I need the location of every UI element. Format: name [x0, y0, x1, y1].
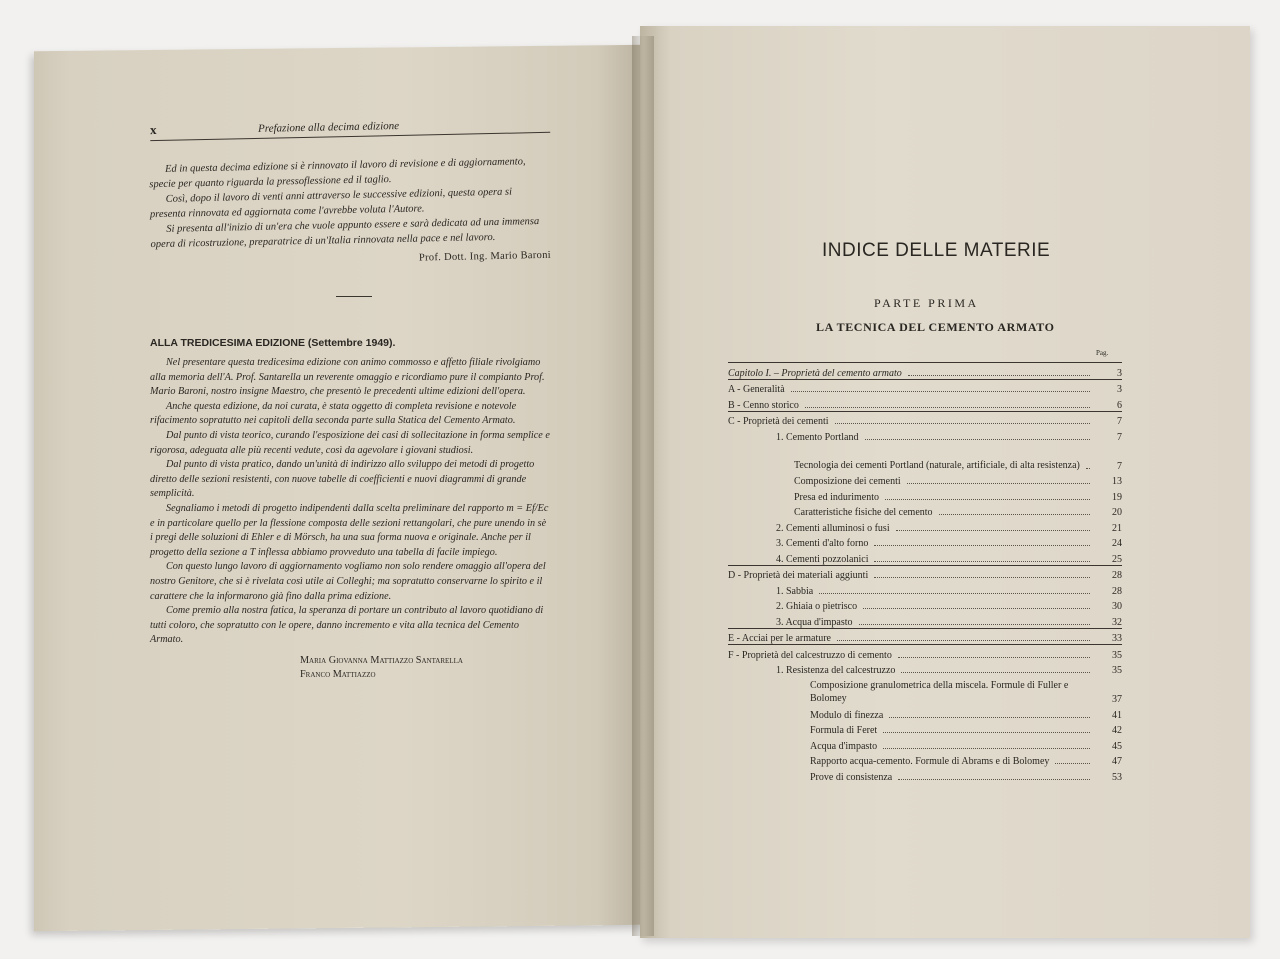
- toc-leader-dots: [819, 593, 1090, 594]
- table-of-contents: [728, 362, 1122, 783]
- toc-leader-dots: [837, 640, 1090, 641]
- toc-entry-title: Tecnologia dei cementi Portland (naturale, artificiale, di alta resistenza): [794, 459, 1080, 471]
- toc-entry-title: Presa ed indurimento: [794, 491, 879, 503]
- author-name: Maria Giovanna Mattiazzo Santarella: [300, 654, 463, 666]
- toc-entry: [728, 487, 1122, 503]
- toc-entry-title: C - Proprietà dei cementi: [728, 416, 829, 427]
- book-gutter: [632, 36, 654, 936]
- intro-text: [149, 154, 551, 271]
- toc-page-number: 45: [1112, 740, 1122, 752]
- section-divider: [336, 296, 372, 297]
- toc-leader-dots: [907, 483, 1090, 484]
- toc-leader-dots: [939, 514, 1090, 515]
- toc-page-number: 3: [1117, 384, 1122, 395]
- toc-page-number: 30: [1112, 601, 1122, 612]
- toc-entry-title: Acqua d'impasto: [810, 740, 878, 752]
- toc-page-number: 35: [1112, 649, 1122, 661]
- toc-entry: [728, 395, 1122, 412]
- toc-leader-dots: [835, 423, 1090, 424]
- toc-entry: [728, 752, 1122, 768]
- toc-leader-dots: [896, 530, 1090, 531]
- toc-leader-dots: [1055, 763, 1090, 764]
- toc-page-number: 19: [1112, 491, 1122, 503]
- section-paragraph: Dal punto di vista teorico, curando l'esposizione dei casi di sollecitazione in forma semplice e rigorosa, adeguata alle più recenti vedute, così da agevolare i giovani studiosi.: [150, 429, 550, 456]
- toc-entry-title: 3. Cementi d'alto forno: [776, 538, 869, 549]
- toc-entry-title: 2. Ghiaia o pietrisco: [776, 601, 858, 612]
- toc-leader-dots: [1086, 468, 1090, 469]
- toc-entry: [728, 661, 1122, 677]
- toc-entry-title: E - Acciai per le armature: [728, 633, 831, 644]
- toc-entry-title: 1. Sabbia: [776, 585, 814, 597]
- toc-entry-title: Caratteristiche fisiche del cemento: [794, 507, 933, 518]
- toc-leader-dots: [901, 672, 1090, 673]
- toc-page-number: 20: [1112, 507, 1122, 518]
- toc-entry-title: Prove di consistenza: [810, 771, 893, 783]
- toc-page-number: 13: [1112, 476, 1122, 487]
- toc-entry-title: 1. Cemento Portland: [776, 431, 859, 443]
- section-paragraph: Come premio alla nostra fatica, la speranza di portare un contributo al lavoro quotidiano di tutti coloro, che sopratutto con le opere, danno incremento e vita alla tecnica del Cemento Armato.: [150, 605, 544, 646]
- toc-page-number: 32: [1112, 616, 1122, 628]
- toc-page-number: 28: [1112, 570, 1122, 581]
- toc-leader-dots: [805, 407, 1090, 408]
- toc-page-number: 3: [1117, 367, 1122, 379]
- toc-page-number: 53: [1112, 771, 1122, 783]
- toc-entry-title: B - Cenno storico: [728, 399, 799, 411]
- toc-entry-title: Modulo di finezza: [810, 709, 884, 721]
- toc-leader-dots: [859, 624, 1090, 625]
- toc-entry: [728, 721, 1122, 737]
- toc-leader-dots: [874, 561, 1090, 562]
- toc-entry-title: 4. Cementi pozzolanici: [776, 553, 869, 565]
- part-heading: PARTE PRIMA: [874, 296, 979, 310]
- toc-entry: [728, 472, 1122, 488]
- toc-page-number: 7: [1117, 431, 1122, 443]
- toc-entry: [728, 566, 1122, 582]
- toc-entry: [728, 503, 1122, 519]
- toc-entry: [728, 612, 1122, 629]
- section-paragraph: Segnaliamo i metodi di progetto indipendenti dalla scelta preliminare del rapporto m = Ef/Ec e in particolare quello per la flessione composta delle sezioni rettangolari, che pure unendo in sè i pregi delle soluzioni di Ehler e di Mörsch, ha una sua forma nuova e originale. Anche per il progetto della sezione a T inflessa abbiamo provveduto una tabella di facile impiego.: [150, 502, 549, 558]
- intro-paragraph: Ed in questa decima edizione si è rinnovato il lavoro di revisione e di aggiornamento, specie per quanto riguarda la pressoflessione ed il taglio.: [149, 156, 526, 191]
- toc-entry: [728, 736, 1122, 752]
- toc-leader-dots: [863, 608, 1090, 609]
- toc-page-number: 25: [1112, 553, 1122, 565]
- page-number: x: [149, 122, 157, 138]
- section-paragraph: Nel presentare questa tredicesima edizione con animo commosso e affetto filiale rivolgiamo alla memoria dell'A. Prof. Santarella un reverente omaggio e ricordiamo pure il compianto Prof. Mario Baroni, nostro insigne Maestro, che presentò le precedenti ultime edizioni dell'opera.: [150, 357, 545, 398]
- toc-page-number: 7: [1117, 416, 1122, 427]
- toc-entry: [728, 362, 1122, 380]
- toc-leader-dots: [883, 732, 1090, 733]
- toc-entry: [728, 581, 1122, 597]
- toc-entry: [728, 597, 1122, 613]
- toc-page-number: 7: [1117, 460, 1122, 472]
- section-paragraph: Anche questa edizione, da noi curata, è stata oggetto di completa revisione e notevole rifacimento sopratutto nei capitoli della seconda parte sulla Statica del Cemento Armato.: [150, 400, 517, 427]
- toc-page-number: 42: [1112, 725, 1122, 736]
- toc-page-number: 28: [1112, 585, 1122, 597]
- toc-page-number: 6: [1117, 399, 1122, 411]
- toc-page-number: 24: [1112, 538, 1122, 549]
- toc-entry: [728, 767, 1122, 783]
- toc-entry: [728, 645, 1122, 661]
- section-paragraph: Con questo lungo lavoro di aggiornamento vogliamo non solo rendere omaggio all'opera del nostro Genitore, che si è rivelata così utile ai Colleghi; ma sopratutto conservarne lo spirito e il carattere che la informarono già fino dalla prima edizione.: [150, 561, 546, 602]
- toc-entry-title: Rapporto acqua-cemento. Formule di Abrams e di Bolomey: [810, 756, 1050, 767]
- toc-entry-title: Formula di Feret: [810, 725, 878, 736]
- toc-entry-title: 2. Cementi alluminosi o fusi: [776, 522, 890, 534]
- toc-entry-title: 3. Acqua d'impasto: [776, 616, 853, 628]
- intro-paragraph: Così, dopo il lavoro di venti anni attraverso le successive edizioni, questa opera si presenta rinnovata ed aggiornata come l'avrebbe voluta l'Autore.: [149, 186, 513, 221]
- toc-entry: [728, 629, 1122, 646]
- toc-page-number: 33: [1112, 633, 1122, 644]
- toc-entry: [728, 676, 1122, 705]
- toc-entry-title: 1. Resistenza del calcestruzzo: [776, 665, 896, 676]
- toc-page-number: 41: [1112, 709, 1122, 721]
- toc-entry: [728, 518, 1122, 534]
- toc-leader-dots: [898, 779, 1090, 780]
- toc-entry-title: Composizione granulometrica della miscela. Formule di Fuller e Bolomey: [810, 680, 1069, 704]
- running-head-title: Prefazione alla decima edizione: [257, 119, 400, 135]
- signature: Prof. Dott. Ing. Mario Baroni: [418, 249, 552, 264]
- toc-page-number: 37: [1112, 694, 1122, 705]
- toc-entry-title: Composizione dei cementi: [794, 476, 901, 487]
- toc-entry: [728, 380, 1122, 396]
- part-subtitle: LA TECNICA DEL CEMENTO ARMATO: [816, 320, 1055, 334]
- toc-entry-title: A - Generalità: [728, 384, 785, 395]
- toc-leader-dots: [889, 717, 1090, 718]
- toc-entry-title: Capitolo I. – Proprietà del cemento armato: [728, 367, 902, 379]
- page-column-label: Pag.: [1096, 349, 1109, 357]
- section-text: [150, 356, 550, 683]
- toc-leader-dots: [883, 748, 1090, 749]
- toc-entry: [728, 443, 1122, 472]
- toc-page-number: 21: [1112, 522, 1122, 534]
- toc-page-number: 47: [1112, 756, 1122, 767]
- toc-leader-dots: [874, 577, 1090, 578]
- toc-entry: [728, 412, 1122, 428]
- toc-leader-dots: [908, 375, 1090, 376]
- toc-leader-dots: [865, 439, 1091, 440]
- toc-page-number: 35: [1112, 665, 1122, 676]
- toc-entry-title: D - Proprietà dei materiali aggiunti: [728, 570, 869, 581]
- toc-leader-dots: [791, 391, 1090, 392]
- toc-entry: [728, 534, 1122, 550]
- intro-paragraph: Si presenta all'inizio di un'era che vuole appunto essere e sarà dedicata ad una immensa opera di ricostruzione, preparatrice di un'Italia rinnovata nella pace e nel lavoro.: [150, 216, 540, 251]
- toc-entry-title: F - Proprietà del calcestruzzo di cemento: [728, 649, 892, 661]
- toc-entry: [728, 427, 1122, 443]
- author-name: Franco Mattiazzo: [300, 669, 376, 681]
- toc-leader-dots: [885, 499, 1090, 500]
- toc-entry: [728, 549, 1122, 566]
- toc-entry: [728, 705, 1122, 721]
- index-title: INDICE DELLE MATERIE: [822, 240, 1051, 261]
- section-title: ALLA TREDICESIMA EDIZIONE (Settembre 1949).: [150, 337, 396, 349]
- section-paragraph: Dal punto di vista pratico, dando un'unità di indirizzo allo sviluppo dei metodi di progetto diretto delle sezioni resistenti, con nuove tabelle di coefficienti e nuovi diagrammi di grande semplicità.: [150, 459, 535, 500]
- toc-leader-dots: [874, 545, 1090, 546]
- toc-leader-dots: [898, 657, 1090, 658]
